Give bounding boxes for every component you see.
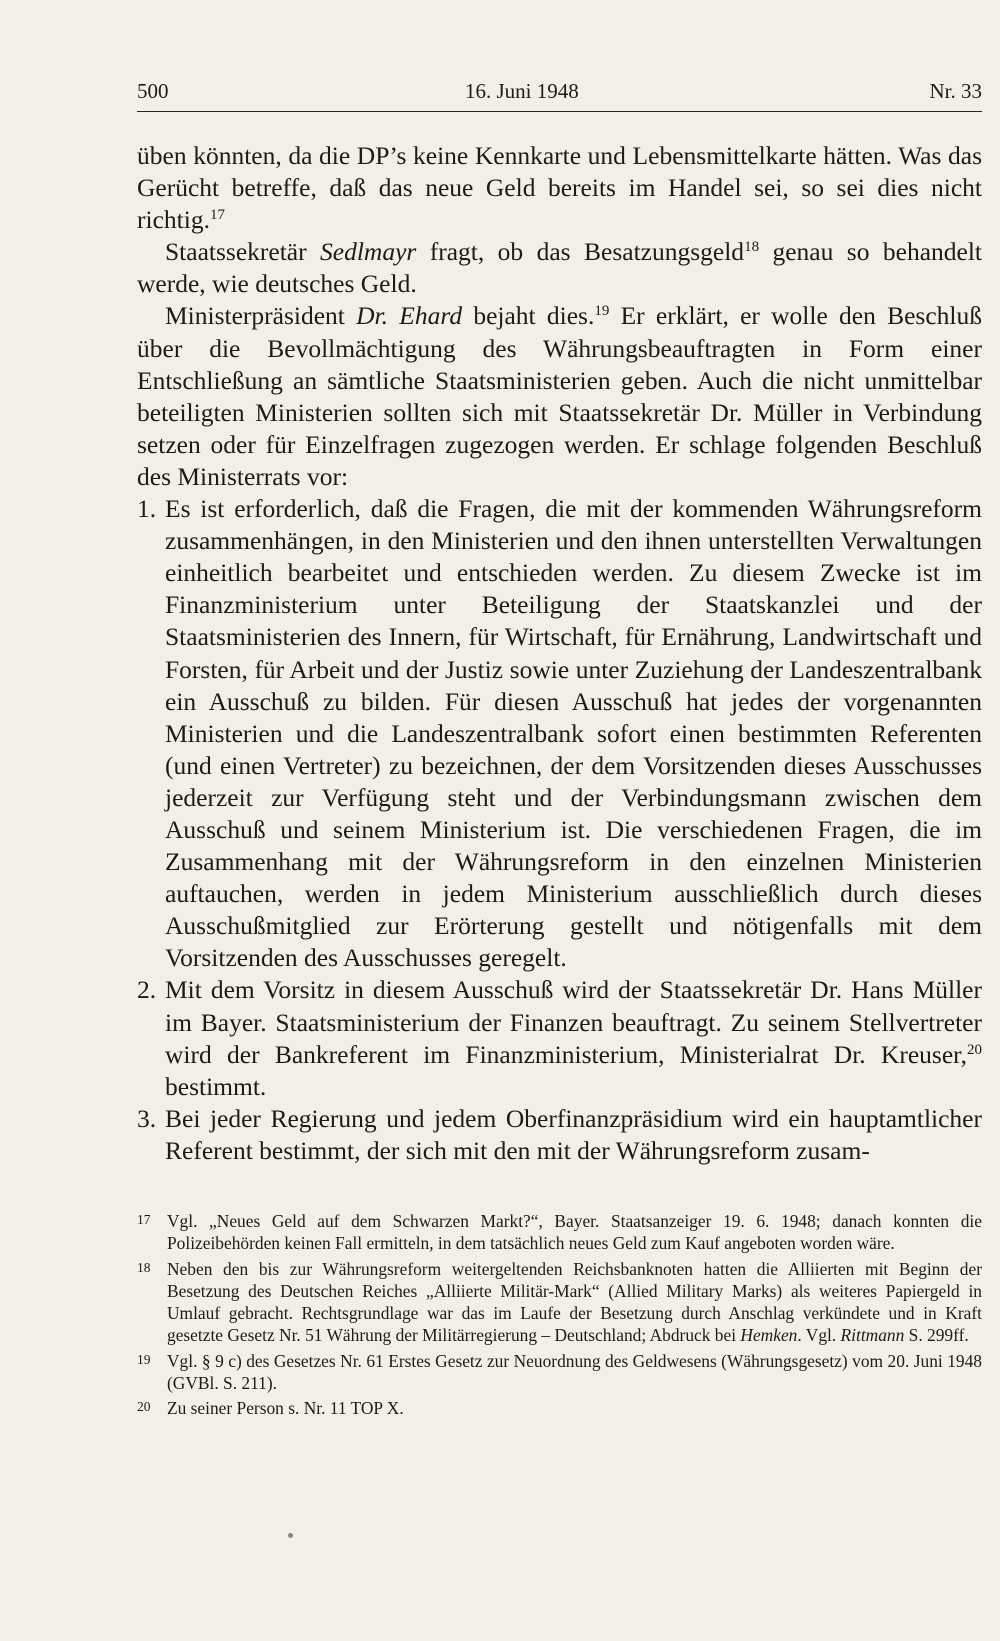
person-name: Dr. Ehard (356, 301, 463, 331)
footnote-number: 19 (137, 1351, 151, 1367)
resolution-item-2 (137, 974, 982, 1102)
footnotes (137, 1210, 982, 1423)
paragraph-ehard: Ministerpräsident Dr. Ehard bejaht dies.$^{19}$ Er erklärt, er wolle den Beschluß über die Bevollmächtigung des Währungsbeauftragten in Form einer Entschließung an sämtliche Staatsministerien geben. Auch die nicht unmittelbar beteiligten Ministerien sollten sich mit Staatssekretär Dr. Müller in Verbindung setzen oder für Einzelfragen zugezogen werden. Er schlage folgenden Beschluß des Ministerrats vor: (137, 301, 983, 491)
author-name: Hemken (740, 1325, 798, 1346)
running-header (137, 76, 982, 112)
author-name: Rittmann (840, 1325, 905, 1346)
footnote-number: 18 (137, 1259, 151, 1275)
footnote-19 (137, 1350, 982, 1395)
footnote-ref-19[interactable]: 19 (594, 303, 610, 320)
item-number: 1. (137, 494, 157, 524)
item-number: 3. (137, 1103, 157, 1133)
paper-speck (288, 1533, 293, 1538)
footnote-20 (137, 1397, 982, 1419)
header-date: 16. Juni 1948 (465, 79, 579, 103)
item-text: Es ist erforderlich, daß die Fragen, die mit der kommenden Währungsreform zusammenhängen, in den Ministerien und den ihnen unterstellten Verwaltungen einheitlich bearbeitet und entschieden werden. Zu diesem Zwecke ist im Finanzministerium unter Beteiligung der Staatskanzlei und der Staatsministerien des Innern, für Wirtschaft, für Ernährung, Landwirtschaft und Forsten, für Arbeit und der Justiz sowie unter Zuziehung der Landeszentralbank ein Ausschuß zu bilden. Für diesen Ausschuß hat jedes der vorgenannten Ministerien und die Landeszentralbank sofort einen bestimmten Referenten (und einen Vertreter) zu bezeichnen, der dem Vorsitzenden dieses Ausschusses jederzeit zur Verfügung steht und der Verbindungsmann zwischen dem Ausschuß und seinem Ministerium ist. Die verschiedenen Fragen, die im Zusammenhang mit der Währungsreform in den einzelnen Ministerien auftauchen, werden in jedem Ministerium ausschließlich durch dieses Ausschußmitglied zur Erörterung gestellt und nötigenfalls mit dem Vorsitzenden des Ausschusses geregelt. (165, 494, 982, 973)
footnote-18 (137, 1258, 982, 1347)
paragraph-sedlmayr: Staatssekretär Sedlmayr fragt, ob das Besatzungsgeld$^{18}$ genau so behandelt werde, wie deutsches Geld. (137, 237, 982, 299)
footnote-ref-18[interactable]: 18 (744, 239, 760, 256)
footnote-text: Neben den bis zur Währungsreform weitergeltenden Reichsbanknoten hatten die Alliierten mit Beginn der Besetzung des Deutschen Reiches „Alliierte Militär-Mark“ (Allied Military Marks) als weiteres Papiergeld in Umlauf gebracht. Rechtsgrundlage war das im Laufe der Besetzung durch Anschlag verkündete und in Kraft gesetzte Gesetz Nr. 51 Währung der Militärregierung – Deutschland; Abdruck bei Hemken. Vgl. Rittmann S. 299ff. (167, 1258, 982, 1346)
resolution-item-1 (137, 493, 982, 974)
person-name: Sedlmayr (320, 237, 417, 267)
page-number: 500 (137, 79, 169, 103)
footnote-text: Zu seiner Person s. Nr. 11 TOP X. (167, 1398, 404, 1419)
main-text (137, 140, 982, 1167)
header-rule (137, 111, 982, 112)
document-number: Nr. 33 (929, 79, 982, 103)
footnote-number: 17 (137, 1212, 151, 1227)
resolution-item-3 (137, 1103, 982, 1167)
item-text: Mit dem Vorsitz in diesem Ausschuß wird der Staatssekretär Dr. Hans Müller im Bayer. Staatsministerium der Finanzen beauftragt. Zu seinem Stellvertreter wird der Bankreferent im Finanzministerium, Ministerialrat Dr. Kreuser,$^{20}$ bestimmt. (165, 975, 982, 1101)
footnote-17 (137, 1210, 982, 1255)
item-number: 2. (137, 975, 157, 1005)
footnote-ref-17[interactable]: 17 (209, 207, 225, 224)
paragraph-1: üben könnten, da die DP’s keine Kennkarte und Lebensmittelkarte hätten. Was das Gerücht betreffe, daß das neue Geld bereits im Handel sei, so sei dies nicht richtig.$^{17}$ (137, 141, 982, 235)
footnote-ref-20[interactable]: 20 (967, 1041, 982, 1058)
footnote-text: Vgl. „Neues Geld auf dem Schwarzen Markt?“, Bayer. Staatsanzeiger 19. 6. 1948; danach konnten die Polizeibehörden keinen Fall ermitteln, in dem tatsächlich neues Geld zum Kauf angeboten worden wäre. (167, 1211, 982, 1254)
item-text: Bei jeder Regierung und jedem Oberfinanzpräsidium wird ein hauptamtlicher Referent bestimmt, der sich mit den mit der Währungsreform zusam- (165, 1103, 982, 1165)
footnote-text: Vgl. § 9 c) des Gesetzes Nr. 61 Erstes Gesetz zur Neuordnung des Geldwesens (Währungsgesetz) vom 20. Juni 1948 (GVBl. S. 211). (167, 1350, 982, 1394)
footnote-number: 20 (137, 1399, 151, 1415)
